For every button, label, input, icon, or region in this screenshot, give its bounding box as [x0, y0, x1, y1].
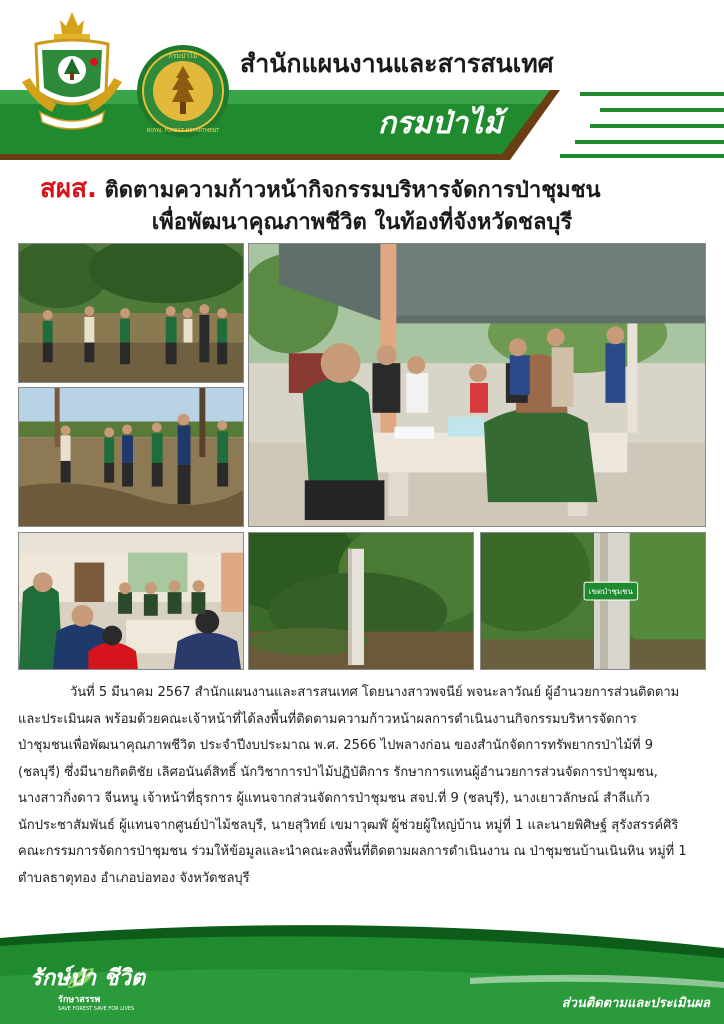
headline-text-1: ติดตามความก้าวหน้ากิจกรรมบริหารจัดการป่าชุมชน — [96, 178, 601, 203]
royal-forest-department-logo — [22, 12, 122, 134]
seal-bottom-text: ROYAL FOREST DEPARTMENT — [146, 128, 220, 134]
footer-logo-text: รักษ์ป่า ชีวิต — [30, 966, 146, 991]
footer-logo-subtext: รักษาสรรพ — [58, 995, 101, 1005]
article-line: ตำบลธาตุทอง อำเภอบ่อทอง จังหวัดชลบุรี — [18, 870, 250, 886]
department-name: กรมป่าไม้ — [378, 106, 503, 141]
footer-division-name: ส่วนติดตามและประเมินผล — [561, 996, 710, 1011]
page-header — [0, 0, 724, 165]
seal-top-text: กรมป่าไม้ — [168, 52, 198, 60]
article-line: และประเมินผล พร้อมด้วยคณะเจ้าหน้าที่ได้ลงพื้นที่ติดตามความก้าวหน้าผลการดำเนินงานกิจกรรมบริหารจัดการ — [18, 711, 637, 727]
article-body — [18, 680, 708, 892]
headline-line-1 — [40, 168, 601, 209]
article-line: (ชลบุรี) ซึ่งมีนายกิตติชัย เลิศอนันต์สิทธิ์ นักวิชาการป่าไม้ปฏิบัติการ รักษาการแทนผู้อำนวยการส่วนจัดการป่าชุมชน, — [18, 764, 658, 780]
footer-logo-slogan: SAVE FOREST SAVE FOR LIVES — [58, 1006, 135, 1012]
article-line: วันที่ 5 มีนาคม 2567 สำนักแผนงานและสารสนเทศ โดยนางสาวพจนีย์ พจนะลาวัณย์ ผู้อำนวยการส่วนติดตาม — [70, 685, 680, 700]
photo-forest-boundary-post — [248, 532, 474, 670]
photo-community-forest-sign — [480, 532, 706, 670]
photo-field-group — [18, 243, 244, 383]
agency-name: สำนักแผนงานและสารสนเทศ — [240, 49, 554, 78]
community-forest-sign-text: เขตป่าชุมชน — [588, 587, 633, 597]
article-line: นางสาวกิ่งดาว จีนหนู เจ้าหน้าที่ธุรการ ผู้แทนจากส่วนจัดการป่าชุมชน สจป.ที่ 9 (ชลบุรี), นางเยาวลักษณ์ สำลีแก้ว — [18, 791, 650, 806]
news-headline — [0, 168, 724, 240]
headline-line-2: เพื่อพัฒนาคุณภาพชีวิต ในท้องที่จังหวัดชลบุรี — [151, 210, 573, 235]
photo-meeting-table — [248, 243, 706, 527]
photo-dry-field-group — [18, 387, 244, 527]
department-seal-logo — [136, 44, 230, 138]
article-line: นักประชาสัมพันธ์ ผู้แทนจากศูนย์ป่าไม้ชลบุรี, นายสุวิทย์ เขมาวุฒฬ์ ผู้ช่วยผู้ใหญ่บ้าน หมู่ที่ 1 และนายพิศิษฐ์ สุรังสรรค์ศิริ — [18, 817, 679, 833]
headline-tag: สผส. — [40, 174, 97, 204]
article-line: ป่าชุมชนเพื่อพัฒนาคุณภาพชีวิต ประจำปีงบประมาณ พ.ศ. 2566 ไปพลางก่อน ของสำนักจัดการทรัพยากรป่าไม้ที่ 9 — [18, 738, 654, 753]
article-line: คณะกรรมการจัดการป่าชุมชน ร่วมให้ข้อมูลและนำคณะลงพื้นที่ติดตามผลการดำเนินงาน ณ ป่าชุมชนบ้านเนินหิน หมู่ที่ 1 — [18, 844, 687, 859]
photo-meeting-room — [18, 532, 244, 670]
